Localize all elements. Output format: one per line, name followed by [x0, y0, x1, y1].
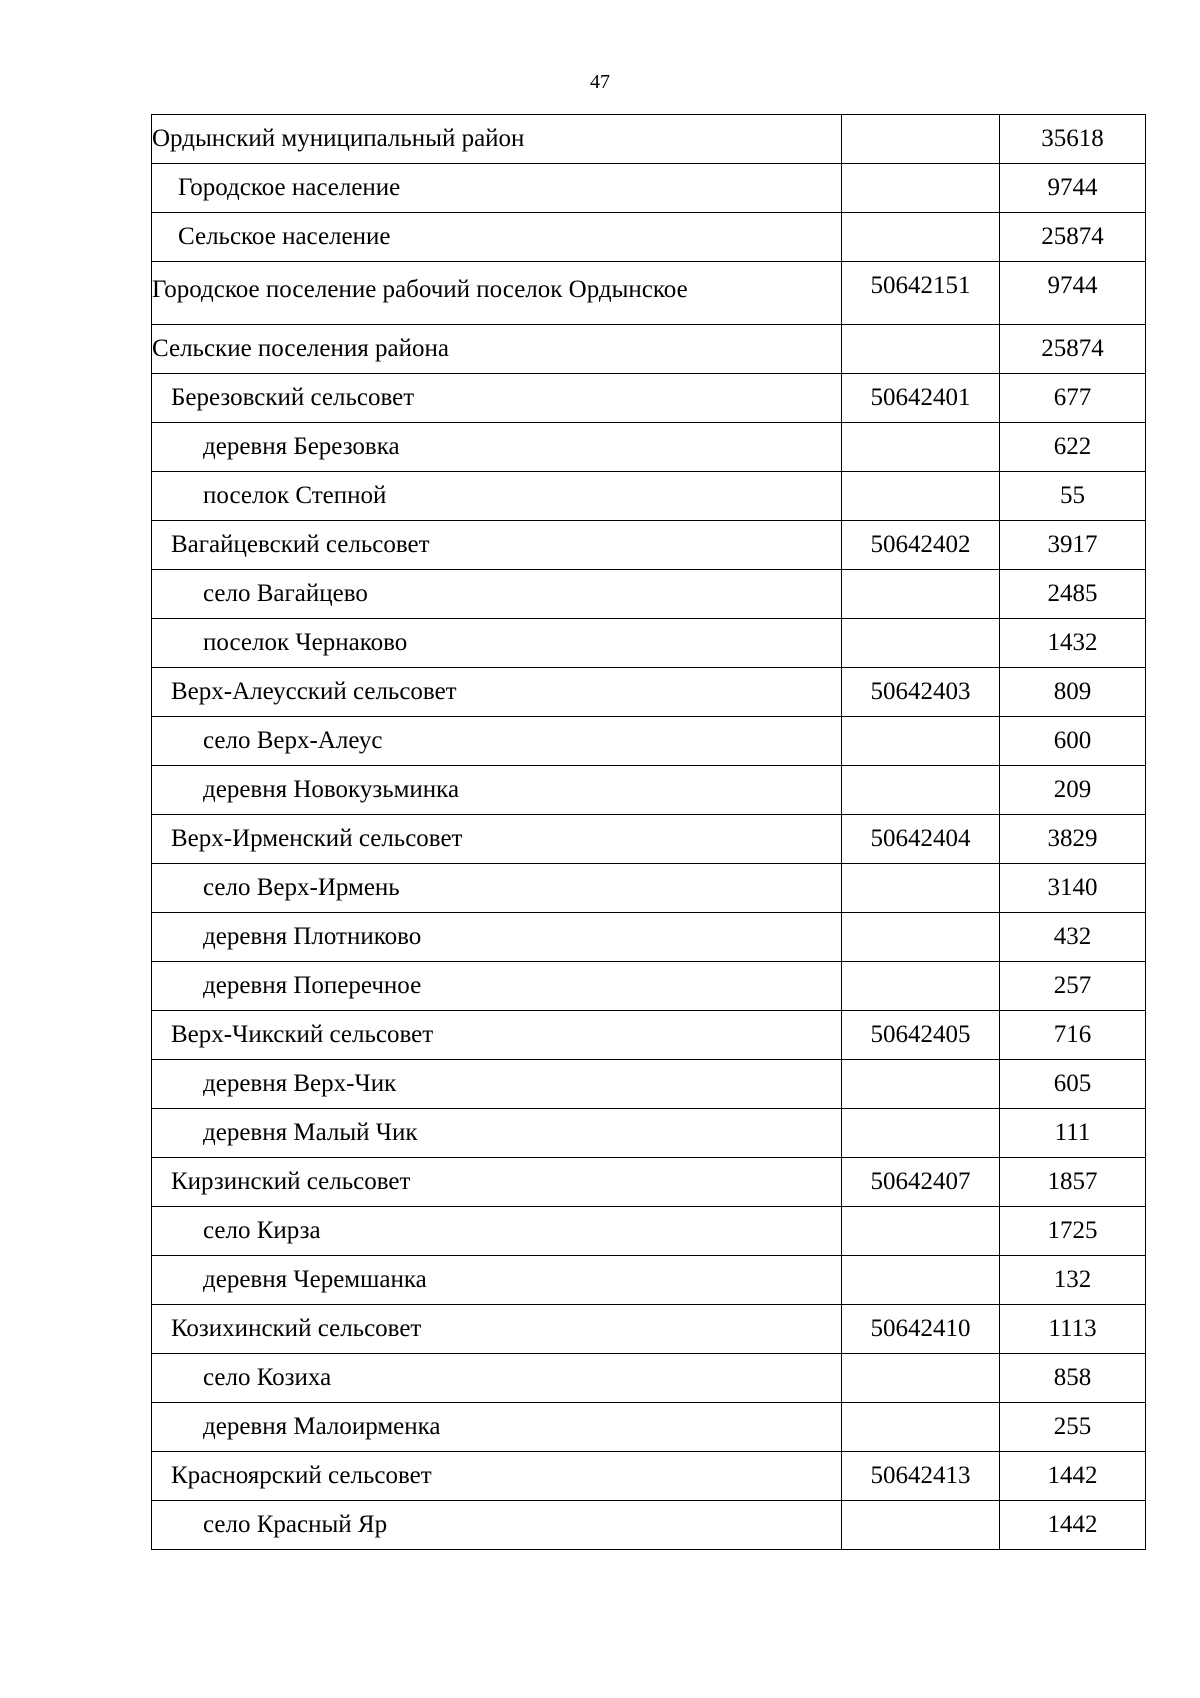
settlement-name: село Верх-Ирмень	[152, 864, 842, 913]
table-row	[152, 962, 1146, 1011]
settlement-name: село Красный Яр	[152, 1501, 842, 1550]
settlement-code: 50642151	[842, 262, 1000, 325]
settlement-population: 1442	[1000, 1452, 1146, 1501]
settlement-name: Верх-Ирменский сельсовет	[152, 815, 842, 864]
settlement-code	[842, 213, 1000, 262]
settlement-name: Кирзинский сельсовет	[152, 1158, 842, 1207]
settlement-population: 3140	[1000, 864, 1146, 913]
settlement-name: село Кирза	[152, 1207, 842, 1256]
table-row	[152, 1158, 1146, 1207]
table-row	[152, 1501, 1146, 1550]
table-row	[152, 717, 1146, 766]
settlement-code	[842, 717, 1000, 766]
settlement-name: Городское население	[152, 164, 842, 213]
settlement-population: 55	[1000, 472, 1146, 521]
settlement-name: Березовский сельсовет	[152, 374, 842, 423]
settlement-population: 3917	[1000, 521, 1146, 570]
settlement-code	[842, 164, 1000, 213]
settlement-code: 50642402	[842, 521, 1000, 570]
table-row	[152, 619, 1146, 668]
settlement-code: 50642405	[842, 1011, 1000, 1060]
table-row	[152, 1256, 1146, 1305]
settlement-name: Верх-Алеусский сельсовет	[152, 668, 842, 717]
settlement-name: деревня Плотниково	[152, 913, 842, 962]
table-row	[152, 213, 1146, 262]
settlement-code	[842, 1207, 1000, 1256]
settlement-population: 1857	[1000, 1158, 1146, 1207]
settlement-population: 209	[1000, 766, 1146, 815]
table-row	[152, 1354, 1146, 1403]
table-row	[152, 1011, 1146, 1060]
table-row	[152, 472, 1146, 521]
settlement-population: 255	[1000, 1403, 1146, 1452]
settlement-code	[842, 766, 1000, 815]
settlement-code	[842, 423, 1000, 472]
settlement-population: 622	[1000, 423, 1146, 472]
settlement-name: поселок Чернаково	[152, 619, 842, 668]
settlement-name: деревня Малоирменка	[152, 1403, 842, 1452]
settlement-name: село Вагайцево	[152, 570, 842, 619]
settlement-population: 809	[1000, 668, 1146, 717]
page-number: 47	[590, 71, 610, 93]
settlement-name: деревня Поперечное	[152, 962, 842, 1011]
settlement-population: 1725	[1000, 1207, 1146, 1256]
settlement-name: Верх-Чикский сельсовет	[152, 1011, 842, 1060]
settlement-code	[842, 472, 1000, 521]
table-row	[152, 1403, 1146, 1452]
table-row	[152, 1452, 1146, 1501]
settlement-name: деревня Черемшанка	[152, 1256, 842, 1305]
settlement-code: 50642413	[842, 1452, 1000, 1501]
table-row	[152, 815, 1146, 864]
table-row	[152, 115, 1146, 164]
settlement-code: 50642410	[842, 1305, 1000, 1354]
settlement-name: Вагайцевский сельсовет	[152, 521, 842, 570]
settlement-population: 25874	[1000, 213, 1146, 262]
table-row	[152, 374, 1146, 423]
settlement-name: село Козиха	[152, 1354, 842, 1403]
settlement-code	[842, 1109, 1000, 1158]
settlement-name: Ордынский муниципальный район	[152, 115, 842, 164]
settlement-code	[842, 1060, 1000, 1109]
settlement-code: 50642401	[842, 374, 1000, 423]
table-row	[152, 423, 1146, 472]
settlement-code	[842, 1501, 1000, 1550]
settlement-name: деревня Новокузьминка	[152, 766, 842, 815]
settlement-population: 858	[1000, 1354, 1146, 1403]
settlement-name: Красноярский сельсовет	[152, 1452, 842, 1501]
settlement-code	[842, 325, 1000, 374]
settlement-code	[842, 619, 1000, 668]
settlement-population: 25874	[1000, 325, 1146, 374]
table-row	[152, 325, 1146, 374]
settlement-code	[842, 570, 1000, 619]
settlement-code: 50642404	[842, 815, 1000, 864]
settlement-population: 257	[1000, 962, 1146, 1011]
settlement-name: Сельское население	[152, 213, 842, 262]
table-row	[152, 521, 1146, 570]
settlement-population: 432	[1000, 913, 1146, 962]
settlement-code	[842, 1256, 1000, 1305]
settlement-code	[842, 1403, 1000, 1452]
table-row	[152, 1207, 1146, 1256]
table-row	[152, 864, 1146, 913]
settlements-population-table	[151, 114, 1146, 1550]
settlement-population: 1432	[1000, 619, 1146, 668]
settlement-code	[842, 962, 1000, 1011]
settlement-name: деревня Березовка	[152, 423, 842, 472]
settlement-code: 50642407	[842, 1158, 1000, 1207]
table-row	[152, 913, 1146, 962]
settlement-name: деревня Малый Чик	[152, 1109, 842, 1158]
settlement-name: село Верх-Алеус	[152, 717, 842, 766]
table-row	[152, 1305, 1146, 1354]
settlement-code	[842, 913, 1000, 962]
table-row	[152, 164, 1146, 213]
settlement-name: Сельские поселения района	[152, 325, 842, 374]
table-row	[152, 262, 1146, 325]
table-row	[152, 668, 1146, 717]
settlement-name: поселок Степной	[152, 472, 842, 521]
settlement-population: 3829	[1000, 815, 1146, 864]
settlement-population: 35618	[1000, 115, 1146, 164]
settlement-population: 716	[1000, 1011, 1146, 1060]
settlement-population: 1442	[1000, 1501, 1146, 1550]
settlement-population: 677	[1000, 374, 1146, 423]
settlement-code	[842, 115, 1000, 164]
table-row	[152, 1060, 1146, 1109]
settlement-population: 9744	[1000, 262, 1146, 325]
settlement-population: 600	[1000, 717, 1146, 766]
settlement-code	[842, 1354, 1000, 1403]
settlement-population: 111	[1000, 1109, 1146, 1158]
settlement-population: 132	[1000, 1256, 1146, 1305]
table-body	[152, 115, 1146, 1550]
table-row	[152, 570, 1146, 619]
settlement-population: 9744	[1000, 164, 1146, 213]
settlement-population: 605	[1000, 1060, 1146, 1109]
table-row	[152, 1109, 1146, 1158]
settlement-name: Козихинский сельсовет	[152, 1305, 842, 1354]
settlement-population: 2485	[1000, 570, 1146, 619]
settlement-code	[842, 864, 1000, 913]
settlement-population: 1113	[1000, 1305, 1146, 1354]
settlement-name: Городское поселение рабочий поселок Ордынское	[152, 262, 842, 325]
settlement-name: деревня Верх-Чик	[152, 1060, 842, 1109]
table-row	[152, 766, 1146, 815]
settlement-code: 50642403	[842, 668, 1000, 717]
